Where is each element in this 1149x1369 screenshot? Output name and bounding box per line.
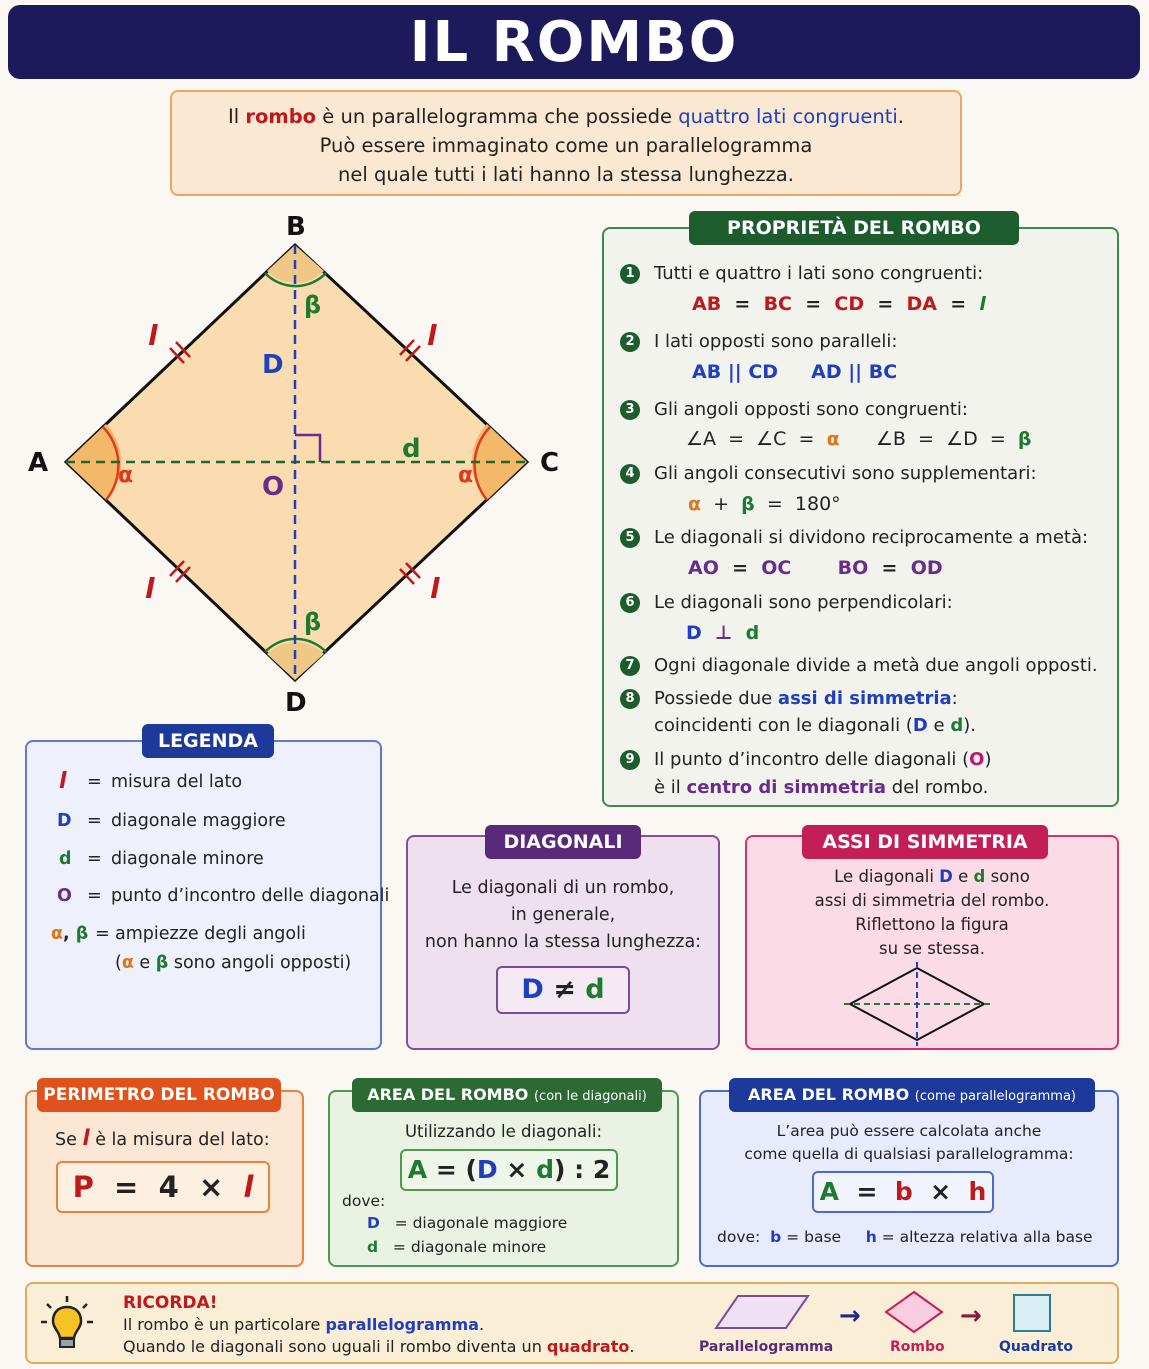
property-1: 1 Tutti e quattro i lati sono congruenti: (620, 261, 983, 287)
area-parallelogram-formula: A = b × h (812, 1171, 994, 1213)
rhombus-small-label: Rombo (890, 1339, 945, 1355)
diagonals-line-2: in generale, (510, 905, 616, 925)
symmetry-rhombus-icon (842, 962, 992, 1047)
legend-panel: LEGENDA l = misura del lato D = diagonale maggiore d = diagonale minore O = punto d’incontro delle diagonali α, β = ampiezze degli angoli (α e β sono angoli opposti) (25, 740, 382, 1050)
intro-line-1: Il rombo è un parallelogramma che possiede quattro lati congruenti. (228, 105, 904, 128)
vertex-c-label: C (540, 448, 560, 478)
side-label-bc: l (427, 319, 437, 352)
symmetry-axes-title: ASSI DI SIMMETRIA (802, 825, 1048, 859)
property-1-formula: AB = BC = CD = DA = l (692, 293, 986, 315)
arrow-1-icon: → (839, 1301, 861, 1331)
diagonals-line-1: Le diagonali di un rombo, (451, 878, 675, 898)
remember-panel (25, 1282, 1119, 1364)
side-label-da: l (145, 572, 155, 605)
property-6: 6 Le diagonali sono perpendicolari: (620, 590, 953, 616)
property-3: 3 Gli angoli opposti sono congruenti: (620, 397, 968, 423)
area-diagonals-def-2: d = diagonale minore (367, 1238, 547, 1256)
area-diagonals-intro: Utilizzando le diagonali: (404, 1122, 603, 1141)
diagonals-panel (406, 831, 720, 1050)
area-diagonals-formula: A = (D × d) : 2 (400, 1149, 618, 1191)
property-2: 2 I lati opposti sono paralleli: (620, 329, 897, 355)
beta-b-label: β (304, 291, 322, 319)
vertex-d-label: D (285, 688, 307, 718)
area-parallelogram-title: AREA DEL ROMBO (come parallelogramma) (729, 1078, 1095, 1112)
alpha-c-label: α (458, 463, 474, 488)
property-2-formula: AB || CD AD || BC (692, 361, 898, 383)
symmetry-line-1: Le diagonali D e d sono (834, 867, 1030, 886)
area-diagonals-panel (328, 1085, 679, 1267)
parallelogram-icon (712, 1292, 812, 1332)
vertex-b-label: B (286, 212, 306, 242)
legend-row-angles-note: (α e β sono angoli opposti) (115, 953, 352, 973)
square-icon (1013, 1294, 1051, 1332)
perimeter-panel (25, 1085, 304, 1267)
property-6-formula: D ⊥ d (686, 622, 760, 644)
title-banner (8, 5, 1140, 79)
property-8: 8 Possiede due assi di simmetria: (620, 686, 958, 712)
area-diagonals-title: AREA DEL ROMBO (con le diagonali) (352, 1078, 662, 1112)
legend-title: LEGENDA (142, 724, 274, 758)
property-8-line-2: coincidenti con le diagonali (D e d). (654, 715, 976, 736)
area-parallelogram-line-2: come quella di qualsiasi parallelogramma: (744, 1145, 1074, 1163)
beta-d-label: β (304, 608, 322, 636)
intro-line-2: Può essere immaginato come un parallelogramma (319, 134, 813, 157)
area-parallelogram-line-1: L’area può essere calcolata anche (776, 1122, 1042, 1140)
area-diagonals-def-1: D = diagonale maggiore (367, 1214, 568, 1232)
side-label-ab: l (148, 319, 158, 352)
property-5: 5 Le diagonali si dividono reciprocamente a metà: (620, 525, 1088, 551)
side-label-cd: l (430, 572, 440, 605)
alpha-a-label: α (118, 463, 134, 488)
parallelogram-label: Parallelogramma (699, 1339, 834, 1355)
center-o-label: O (262, 472, 285, 502)
property-4: 4 Gli angoli consecutivi sono supplementari: (620, 461, 1037, 487)
property-7: 7 Ogni diagonale divide a metà due angoli opposti. (620, 653, 1098, 679)
angle-d-wedge (267, 642, 324, 680)
property-9-line-2: è il centro di simmetria del rombo. (654, 777, 989, 798)
intro-box (170, 90, 962, 196)
area-parallelogram-panel (699, 1085, 1119, 1267)
rhombus-figure (20, 205, 590, 720)
perimeter-title: PERIMETRO DEL ROMBO (37, 1078, 281, 1112)
perimeter-text: Se l è la misura del lato: (55, 1126, 270, 1150)
perimeter-formula: P = 4 × l (56, 1161, 270, 1213)
diagonals-formula: D ≠ d (496, 966, 630, 1014)
property-3-formula: ∠A = ∠C = α ∠B = ∠D = β (686, 428, 1032, 450)
property-9: 9 Il punto d’incontro delle diagonali (O) (620, 747, 991, 773)
vertex-a-label: A (28, 448, 49, 478)
page-title: IL ROMBO (409, 9, 739, 75)
symmetry-line-3: Riflettono la figura (855, 915, 1009, 934)
property-5-formula: AO = OC BO = OD (688, 557, 943, 579)
remember-line-2: Quando le diagonali sono uguali il rombo diventa un quadrato. (123, 1337, 635, 1356)
remember-title: RICORDA! (123, 1293, 218, 1313)
arrow-2-icon: → (960, 1301, 982, 1331)
diagonals-title: DIAGONALI (485, 825, 641, 859)
minor-diagonal-label: d (402, 434, 421, 464)
intro-line-3: nel quale tutti i lati hanno la stessa lunghezza. (338, 163, 794, 186)
rhombus-small-icon (884, 1290, 944, 1334)
properties-panel (602, 217, 1119, 807)
major-diagonal-label: D (262, 350, 284, 380)
square-label: Quadrato (999, 1339, 1073, 1355)
symmetry-line-2: assi di simmetria del rombo. (814, 891, 1050, 910)
properties-title: PROPRIETÀ DEL ROMBO (689, 211, 1019, 245)
diagonals-line-3: non hanno la stessa lunghezza: (424, 932, 702, 952)
area-diagonals-dove: dove: (342, 1192, 386, 1210)
lightbulb-icon (39, 1294, 95, 1354)
remember-line-1: Il rombo è un particolare parallelogramma. (123, 1315, 485, 1334)
area-parallelogram-defs: dove: b = base h = altezza relativa alla base (717, 1228, 1093, 1246)
property-4-formula: α + β = 180° (688, 493, 841, 515)
symmetry-line-4: su se stessa. (878, 939, 986, 958)
symmetry-axes-panel (745, 831, 1119, 1050)
